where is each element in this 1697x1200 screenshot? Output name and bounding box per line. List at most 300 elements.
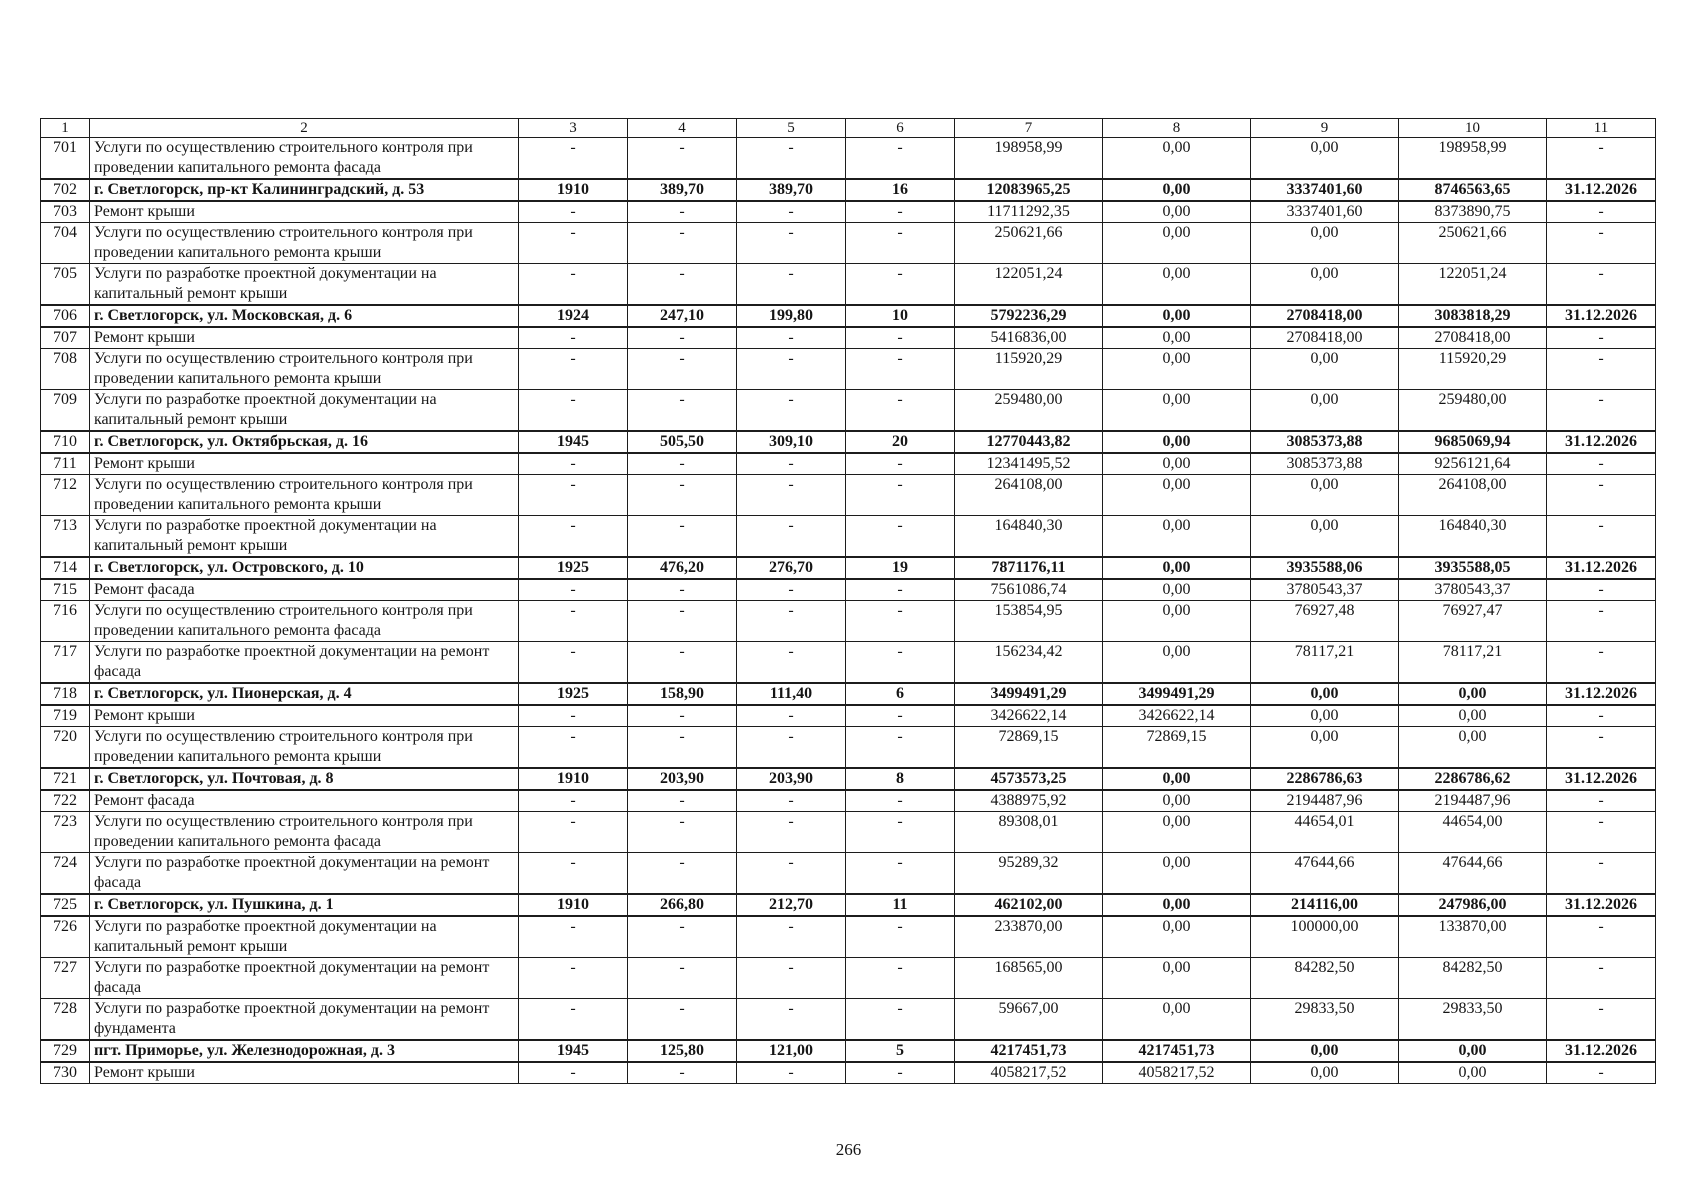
table-row bbox=[41, 853, 1656, 895]
column-5-cell: 121,00 bbox=[737, 1040, 846, 1062]
column-10-cell: 0,00 bbox=[1399, 1062, 1547, 1084]
work-description-cell: г. Светлогорск, ул. Островского, д. 10 bbox=[90, 557, 519, 579]
row-number-cell: 723 bbox=[41, 812, 90, 853]
column-5-cell: - bbox=[737, 812, 846, 853]
column-11-cell: - bbox=[1547, 853, 1656, 895]
column-6-cell: - bbox=[846, 201, 955, 223]
column-9-cell: 2286786,63 bbox=[1251, 768, 1399, 790]
column-10-cell: 2194487,96 bbox=[1399, 790, 1547, 812]
column-10-cell: 264108,00 bbox=[1399, 475, 1547, 516]
column-5-cell: - bbox=[737, 201, 846, 223]
column-8-cell: 4217451,73 bbox=[1103, 1040, 1251, 1062]
header-cell: 2 bbox=[90, 119, 519, 138]
column-11-cell: - bbox=[1547, 812, 1656, 853]
column-8-cell: 0,00 bbox=[1103, 601, 1251, 642]
work-description-cell: Ремонт крыши bbox=[90, 453, 519, 475]
column-10-cell: 0,00 bbox=[1399, 683, 1547, 705]
column-5-cell: - bbox=[737, 223, 846, 264]
column-5-cell: 111,40 bbox=[737, 683, 846, 705]
column-6-cell: - bbox=[846, 223, 955, 264]
column-6-cell: - bbox=[846, 390, 955, 432]
column-6-cell: - bbox=[846, 453, 955, 475]
column-6-cell: 19 bbox=[846, 557, 955, 579]
column-5-cell: - bbox=[737, 579, 846, 601]
column-9-cell: 0,00 bbox=[1251, 516, 1399, 558]
column-11-cell: - bbox=[1547, 642, 1656, 684]
column-8-cell: 0,00 bbox=[1103, 916, 1251, 958]
column-3-cell: - bbox=[519, 812, 628, 853]
column-8-cell: 0,00 bbox=[1103, 999, 1251, 1041]
column-6-cell: - bbox=[846, 327, 955, 349]
column-9-cell: 0,00 bbox=[1251, 264, 1399, 306]
table-row bbox=[41, 958, 1656, 999]
work-description-cell: Услуги по разработке проектной документации на ремонт фундамента bbox=[90, 999, 519, 1041]
column-4-cell: - bbox=[628, 453, 737, 475]
column-4-cell: 476,20 bbox=[628, 557, 737, 579]
column-11-cell: - bbox=[1547, 390, 1656, 432]
column-6-cell: 5 bbox=[846, 1040, 955, 1062]
column-9-cell: 3935588,06 bbox=[1251, 557, 1399, 579]
column-3-cell: - bbox=[519, 790, 628, 812]
row-number-cell: 729 bbox=[41, 1040, 90, 1062]
column-9-cell: 2708418,00 bbox=[1251, 305, 1399, 327]
column-5-cell: - bbox=[737, 705, 846, 727]
column-6-cell: - bbox=[846, 349, 955, 390]
column-10-cell: 8373890,75 bbox=[1399, 201, 1547, 223]
column-6-cell: - bbox=[846, 138, 955, 180]
work-description-cell: Ремонт крыши bbox=[90, 705, 519, 727]
address-row bbox=[41, 179, 1656, 201]
column-7-cell: 12770443,82 bbox=[955, 431, 1103, 453]
address-row bbox=[41, 894, 1656, 916]
column-8-cell: 0,00 bbox=[1103, 349, 1251, 390]
work-description-cell: Услуги по осуществлению строительного контроля при проведении капитального ремонта фасада bbox=[90, 138, 519, 180]
column-11-cell: - bbox=[1547, 727, 1656, 769]
column-4-cell: - bbox=[628, 390, 737, 432]
column-11-cell: - bbox=[1547, 327, 1656, 349]
table-row bbox=[41, 138, 1656, 180]
column-4-cell: - bbox=[628, 138, 737, 180]
column-10-cell: 2286786,62 bbox=[1399, 768, 1547, 790]
work-description-cell: г. Светлогорск, ул. Пионерская, д. 4 bbox=[90, 683, 519, 705]
column-5-cell: 276,70 bbox=[737, 557, 846, 579]
column-4-cell: - bbox=[628, 790, 737, 812]
column-8-cell: 0,00 bbox=[1103, 768, 1251, 790]
column-3-cell: 1945 bbox=[519, 1040, 628, 1062]
column-7-cell: 122051,24 bbox=[955, 264, 1103, 306]
column-8-cell: 0,00 bbox=[1103, 223, 1251, 264]
column-7-cell: 5416836,00 bbox=[955, 327, 1103, 349]
column-4-cell: - bbox=[628, 727, 737, 769]
column-8-cell: 0,00 bbox=[1103, 138, 1251, 180]
column-10-cell: 3780543,37 bbox=[1399, 579, 1547, 601]
column-3-cell: - bbox=[519, 601, 628, 642]
column-6-cell: - bbox=[846, 727, 955, 769]
column-8-cell: 0,00 bbox=[1103, 853, 1251, 895]
column-7-cell: 72869,15 bbox=[955, 727, 1103, 769]
row-number-cell: 718 bbox=[41, 683, 90, 705]
column-9-cell: 0,00 bbox=[1251, 683, 1399, 705]
column-3-cell: - bbox=[519, 579, 628, 601]
column-6-cell: - bbox=[846, 958, 955, 999]
row-number-cell: 707 bbox=[41, 327, 90, 349]
column-8-cell: 0,00 bbox=[1103, 201, 1251, 223]
column-9-cell: 3337401,60 bbox=[1251, 179, 1399, 201]
column-7-cell: 233870,00 bbox=[955, 916, 1103, 958]
column-5-cell: - bbox=[737, 999, 846, 1041]
column-3-cell: - bbox=[519, 1062, 628, 1084]
column-6-cell: - bbox=[846, 601, 955, 642]
column-6-cell: 20 bbox=[846, 431, 955, 453]
column-10-cell: 76927,47 bbox=[1399, 601, 1547, 642]
column-11-cell: 31.12.2026 bbox=[1547, 768, 1656, 790]
column-10-cell: 9256121,64 bbox=[1399, 453, 1547, 475]
column-11-cell: 31.12.2026 bbox=[1547, 305, 1656, 327]
column-3-cell: - bbox=[519, 453, 628, 475]
header-cell: 7 bbox=[955, 119, 1103, 138]
column-5-cell: 212,70 bbox=[737, 894, 846, 916]
column-9-cell: 3337401,60 bbox=[1251, 201, 1399, 223]
column-4-cell: 247,10 bbox=[628, 305, 737, 327]
row-number-cell: 706 bbox=[41, 305, 90, 327]
column-5-cell: - bbox=[737, 1062, 846, 1084]
column-10-cell: 44654,00 bbox=[1399, 812, 1547, 853]
column-11-cell: 31.12.2026 bbox=[1547, 683, 1656, 705]
column-5-cell: - bbox=[737, 327, 846, 349]
column-7-cell: 4217451,73 bbox=[955, 1040, 1103, 1062]
column-5-cell: - bbox=[737, 349, 846, 390]
column-6-cell: 8 bbox=[846, 768, 955, 790]
column-9-cell: 0,00 bbox=[1251, 475, 1399, 516]
column-11-cell: 31.12.2026 bbox=[1547, 431, 1656, 453]
row-number-cell: 716 bbox=[41, 601, 90, 642]
column-8-cell: 0,00 bbox=[1103, 453, 1251, 475]
works-table-body bbox=[41, 119, 1656, 1084]
table-row bbox=[41, 349, 1656, 390]
column-11-cell: - bbox=[1547, 916, 1656, 958]
table-row bbox=[41, 601, 1656, 642]
work-description-cell: Услуги по разработке проектной документации на капитальный ремонт крыши bbox=[90, 516, 519, 558]
column-6-cell: 11 bbox=[846, 894, 955, 916]
work-description-cell: Услуги по осуществлению строительного контроля при проведении капитального ремонта крыши bbox=[90, 727, 519, 769]
column-6-cell: - bbox=[846, 264, 955, 306]
column-7-cell: 156234,42 bbox=[955, 642, 1103, 684]
column-9-cell: 29833,50 bbox=[1251, 999, 1399, 1041]
column-7-cell: 153854,95 bbox=[955, 601, 1103, 642]
column-4-cell: - bbox=[628, 642, 737, 684]
column-7-cell: 250621,66 bbox=[955, 223, 1103, 264]
column-3-cell: - bbox=[519, 264, 628, 306]
address-row bbox=[41, 683, 1656, 705]
column-10-cell: 2708418,00 bbox=[1399, 327, 1547, 349]
work-description-cell: г. Светлогорск, ул. Почтовая, д. 8 bbox=[90, 768, 519, 790]
header-cell: 4 bbox=[628, 119, 737, 138]
page-number: 266 bbox=[835, 1140, 862, 1159]
column-6-cell: - bbox=[846, 790, 955, 812]
column-4-cell: - bbox=[628, 999, 737, 1041]
column-6-cell: - bbox=[846, 916, 955, 958]
column-5-cell: - bbox=[737, 390, 846, 432]
column-10-cell: 115920,29 bbox=[1399, 349, 1547, 390]
column-4-cell: - bbox=[628, 349, 737, 390]
column-4-cell: - bbox=[628, 579, 737, 601]
table-row bbox=[41, 1062, 1656, 1084]
column-9-cell: 3780543,37 bbox=[1251, 579, 1399, 601]
column-4-cell: - bbox=[628, 327, 737, 349]
row-number-cell: 724 bbox=[41, 853, 90, 895]
table-row bbox=[41, 516, 1656, 558]
column-3-cell: 1910 bbox=[519, 894, 628, 916]
column-10-cell: 84282,50 bbox=[1399, 958, 1547, 999]
works-table bbox=[40, 118, 1656, 1084]
work-description-cell: г. Светлогорск, ул. Пушкина, д. 1 bbox=[90, 894, 519, 916]
column-5-cell: 203,90 bbox=[737, 768, 846, 790]
work-description-cell: Услуги по осуществлению строительного контроля при проведении капитального ремонта фасада bbox=[90, 601, 519, 642]
row-number-cell: 703 bbox=[41, 201, 90, 223]
table-row bbox=[41, 390, 1656, 432]
row-number-cell: 712 bbox=[41, 475, 90, 516]
column-7-cell: 5792236,29 bbox=[955, 305, 1103, 327]
work-description-cell: Услуги по разработке проектной документации на капитальный ремонт крыши bbox=[90, 916, 519, 958]
work-description-cell: Услуги по разработке проектной документации на ремонт фасада bbox=[90, 642, 519, 684]
column-9-cell: 3085373,88 bbox=[1251, 453, 1399, 475]
column-5-cell: - bbox=[737, 264, 846, 306]
column-10-cell: 8746563,65 bbox=[1399, 179, 1547, 201]
work-description-cell: г. Светлогорск, ул. Московская, д. 6 bbox=[90, 305, 519, 327]
column-4-cell: - bbox=[628, 1062, 737, 1084]
table-row bbox=[41, 999, 1656, 1041]
column-8-cell: 0,00 bbox=[1103, 958, 1251, 999]
column-3-cell: - bbox=[519, 349, 628, 390]
column-10-cell: 133870,00 bbox=[1399, 916, 1547, 958]
column-6-cell: - bbox=[846, 812, 955, 853]
column-5-cell: - bbox=[737, 475, 846, 516]
row-number-cell: 717 bbox=[41, 642, 90, 684]
column-9-cell: 0,00 bbox=[1251, 138, 1399, 180]
column-3-cell: - bbox=[519, 516, 628, 558]
work-description-cell: Ремонт фасада bbox=[90, 790, 519, 812]
column-11-cell: 31.12.2026 bbox=[1547, 894, 1656, 916]
column-4-cell: - bbox=[628, 705, 737, 727]
column-4-cell: 266,80 bbox=[628, 894, 737, 916]
column-4-cell: - bbox=[628, 853, 737, 895]
column-4-cell: 505,50 bbox=[628, 431, 737, 453]
row-number-cell: 709 bbox=[41, 390, 90, 432]
column-8-cell: 0,00 bbox=[1103, 390, 1251, 432]
column-11-cell: - bbox=[1547, 516, 1656, 558]
column-5-cell: 309,10 bbox=[737, 431, 846, 453]
column-11-cell: - bbox=[1547, 705, 1656, 727]
column-5-cell: - bbox=[737, 727, 846, 769]
column-11-cell: 31.12.2026 bbox=[1547, 1040, 1656, 1062]
row-number-cell: 708 bbox=[41, 349, 90, 390]
work-description-cell: Услуги по разработке проектной документации на капитальный ремонт крыши bbox=[90, 390, 519, 432]
header-cell: 1 bbox=[41, 119, 90, 138]
row-number-cell: 710 bbox=[41, 431, 90, 453]
column-9-cell: 84282,50 bbox=[1251, 958, 1399, 999]
column-10-cell: 122051,24 bbox=[1399, 264, 1547, 306]
table-row bbox=[41, 579, 1656, 601]
column-3-cell: - bbox=[519, 201, 628, 223]
column-3-cell: - bbox=[519, 475, 628, 516]
column-4-cell: - bbox=[628, 201, 737, 223]
column-9-cell: 0,00 bbox=[1251, 223, 1399, 264]
column-9-cell: 0,00 bbox=[1251, 727, 1399, 769]
address-row bbox=[41, 431, 1656, 453]
column-7-cell: 89308,01 bbox=[955, 812, 1103, 853]
column-7-cell: 4058217,52 bbox=[955, 1062, 1103, 1084]
row-number-cell: 711 bbox=[41, 453, 90, 475]
column-11-cell: - bbox=[1547, 999, 1656, 1041]
row-number-cell: 730 bbox=[41, 1062, 90, 1084]
column-4-cell: - bbox=[628, 601, 737, 642]
column-3-cell: - bbox=[519, 390, 628, 432]
row-number-cell: 714 bbox=[41, 557, 90, 579]
column-7-cell: 264108,00 bbox=[955, 475, 1103, 516]
column-8-cell: 0,00 bbox=[1103, 475, 1251, 516]
column-6-cell: - bbox=[846, 1062, 955, 1084]
column-11-cell: - bbox=[1547, 201, 1656, 223]
table-row bbox=[41, 812, 1656, 853]
work-description-cell: Услуги по разработке проектной документации на ремонт фасада bbox=[90, 853, 519, 895]
column-7-cell: 4388975,92 bbox=[955, 790, 1103, 812]
column-8-cell: 0,00 bbox=[1103, 790, 1251, 812]
header-cell: 11 bbox=[1547, 119, 1656, 138]
column-6-cell: - bbox=[846, 705, 955, 727]
column-11-cell: 31.12.2026 bbox=[1547, 179, 1656, 201]
column-11-cell: 31.12.2026 bbox=[1547, 557, 1656, 579]
table-row bbox=[41, 916, 1656, 958]
column-3-cell: - bbox=[519, 705, 628, 727]
column-4-cell: 389,70 bbox=[628, 179, 737, 201]
column-8-cell: 3499491,29 bbox=[1103, 683, 1251, 705]
column-8-cell: 72869,15 bbox=[1103, 727, 1251, 769]
column-11-cell: - bbox=[1547, 579, 1656, 601]
work-description-cell: Услуги по осуществлению строительного контроля при проведении капитального ремонта крыши bbox=[90, 475, 519, 516]
work-description-cell: Услуги по осуществлению строительного контроля при проведении капитального ремонта фасада bbox=[90, 812, 519, 853]
work-description-cell: Ремонт крыши bbox=[90, 327, 519, 349]
column-3-cell: - bbox=[519, 853, 628, 895]
column-3-cell: - bbox=[519, 223, 628, 264]
row-number-cell: 728 bbox=[41, 999, 90, 1041]
column-11-cell: - bbox=[1547, 790, 1656, 812]
column-11-cell: - bbox=[1547, 1062, 1656, 1084]
column-7-cell: 168565,00 bbox=[955, 958, 1103, 999]
column-8-cell: 0,00 bbox=[1103, 179, 1251, 201]
table-row bbox=[41, 705, 1656, 727]
row-number-cell: 719 bbox=[41, 705, 90, 727]
column-8-cell: 0,00 bbox=[1103, 642, 1251, 684]
column-3-cell: - bbox=[519, 999, 628, 1041]
column-5-cell: - bbox=[737, 642, 846, 684]
column-8-cell: 0,00 bbox=[1103, 264, 1251, 306]
column-8-cell: 0,00 bbox=[1103, 327, 1251, 349]
column-5-cell: 199,80 bbox=[737, 305, 846, 327]
column-11-cell: - bbox=[1547, 958, 1656, 999]
column-11-cell: - bbox=[1547, 138, 1656, 180]
column-9-cell: 100000,00 bbox=[1251, 916, 1399, 958]
column-11-cell: - bbox=[1547, 601, 1656, 642]
column-7-cell: 198958,99 bbox=[955, 138, 1103, 180]
column-9-cell: 0,00 bbox=[1251, 705, 1399, 727]
header-cell: 6 bbox=[846, 119, 955, 138]
table-row bbox=[41, 727, 1656, 769]
column-9-cell: 3085373,88 bbox=[1251, 431, 1399, 453]
column-4-cell: - bbox=[628, 916, 737, 958]
column-5-cell: - bbox=[737, 601, 846, 642]
work-description-cell: Ремонт фасада bbox=[90, 579, 519, 601]
column-3-cell: - bbox=[519, 727, 628, 769]
column-5-cell: - bbox=[737, 916, 846, 958]
column-7-cell: 12083965,25 bbox=[955, 179, 1103, 201]
column-10-cell: 47644,66 bbox=[1399, 853, 1547, 895]
column-3-cell: - bbox=[519, 138, 628, 180]
column-8-cell: 0,00 bbox=[1103, 894, 1251, 916]
column-9-cell: 2708418,00 bbox=[1251, 327, 1399, 349]
column-9-cell: 0,00 bbox=[1251, 349, 1399, 390]
column-10-cell: 0,00 bbox=[1399, 1040, 1547, 1062]
column-10-cell: 0,00 bbox=[1399, 727, 1547, 769]
column-11-cell: - bbox=[1547, 475, 1656, 516]
column-4-cell: - bbox=[628, 264, 737, 306]
row-number-cell: 704 bbox=[41, 223, 90, 264]
column-10-cell: 198958,99 bbox=[1399, 138, 1547, 180]
column-10-cell: 250621,66 bbox=[1399, 223, 1547, 264]
column-6-cell: 10 bbox=[846, 305, 955, 327]
column-4-cell: 125,80 bbox=[628, 1040, 737, 1062]
column-7-cell: 3426622,14 bbox=[955, 705, 1103, 727]
table-row bbox=[41, 223, 1656, 264]
column-10-cell: 259480,00 bbox=[1399, 390, 1547, 432]
column-7-cell: 3499491,29 bbox=[955, 683, 1103, 705]
column-4-cell: 203,90 bbox=[628, 768, 737, 790]
column-8-cell: 0,00 bbox=[1103, 305, 1251, 327]
table-row bbox=[41, 475, 1656, 516]
column-9-cell: 2194487,96 bbox=[1251, 790, 1399, 812]
table-row bbox=[41, 790, 1656, 812]
column-6-cell: - bbox=[846, 475, 955, 516]
row-number-cell: 715 bbox=[41, 579, 90, 601]
column-3-cell: 1910 bbox=[519, 768, 628, 790]
column-9-cell: 0,00 bbox=[1251, 390, 1399, 432]
work-description-cell: пгт. Приморье, ул. Железнодорожная, д. 3 bbox=[90, 1040, 519, 1062]
column-7-cell: 11711292,35 bbox=[955, 201, 1103, 223]
column-7-cell: 115920,29 bbox=[955, 349, 1103, 390]
column-8-cell: 0,00 bbox=[1103, 516, 1251, 558]
column-7-cell: 59667,00 bbox=[955, 999, 1103, 1041]
row-number-cell: 721 bbox=[41, 768, 90, 790]
column-4-cell: - bbox=[628, 516, 737, 558]
column-3-cell: 1925 bbox=[519, 683, 628, 705]
work-description-cell: г. Светлогорск, ул. Октябрьская, д. 16 bbox=[90, 431, 519, 453]
row-number-cell: 727 bbox=[41, 958, 90, 999]
work-description-cell: Ремонт крыши bbox=[90, 1062, 519, 1084]
table-row bbox=[41, 201, 1656, 223]
address-row bbox=[41, 768, 1656, 790]
column-10-cell: 164840,30 bbox=[1399, 516, 1547, 558]
work-description-cell: Услуги по разработке проектной документации на капитальный ремонт крыши bbox=[90, 264, 519, 306]
table-header-row bbox=[41, 119, 1656, 138]
table-row bbox=[41, 327, 1656, 349]
column-8-cell: 0,00 bbox=[1103, 579, 1251, 601]
work-description-cell: Услуги по разработке проектной документации на ремонт фасада bbox=[90, 958, 519, 999]
column-3-cell: 1925 bbox=[519, 557, 628, 579]
column-5-cell: - bbox=[737, 958, 846, 999]
row-number-cell: 705 bbox=[41, 264, 90, 306]
column-3-cell: - bbox=[519, 642, 628, 684]
column-6-cell: - bbox=[846, 642, 955, 684]
column-8-cell: 0,00 bbox=[1103, 812, 1251, 853]
